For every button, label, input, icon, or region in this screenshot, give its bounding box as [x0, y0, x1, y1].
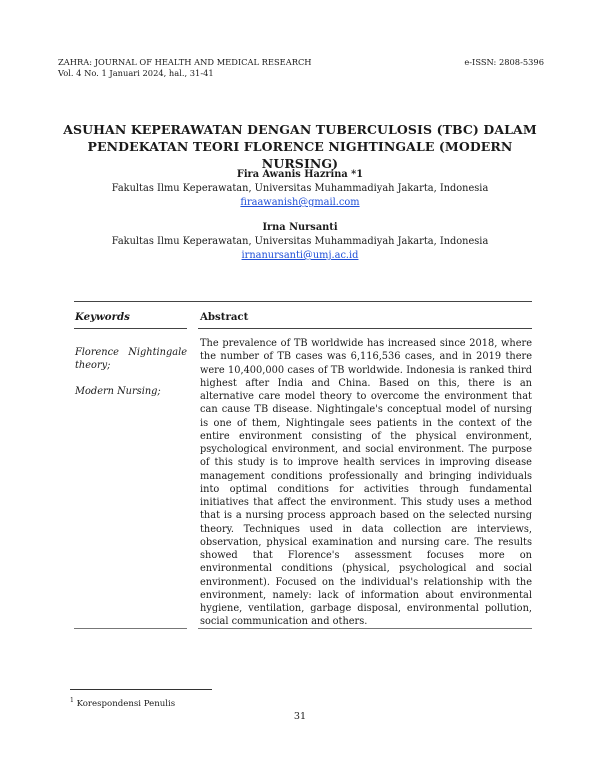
running-header	[58, 57, 312, 79]
abstract-bottom-rule	[198, 628, 532, 629]
author-name: Irna Nursanti	[262, 222, 338, 233]
footnote-text: Korespondensi Penulis	[76, 698, 176, 709]
author-affiliation: Fakultas Ilmu Keperawatan, Universitas Muhammadiyah Jakarta, Indonesia	[111, 236, 489, 247]
title-line-1: ASUHAN KEPERAWATAN DENGAN TUBERCULOSIS (TBC) DALAM	[63, 122, 537, 137]
footnote-separator	[70, 689, 212, 690]
keywords-rule	[74, 328, 187, 329]
issn: e-ISSN: 2808-5396	[464, 57, 544, 67]
abstract-text: The prevalence of TB worldwide has increased since 2018, where the number of TB cases was 6,116,536 cases, and in 2019 there were 10,400,000 cases of TB worldwide. Indonesia is ranked third highest after India and China. Based on this, there is an alternative care model theory to overcome the environment that can cause TB disease. Nightingale's conceptual model of nursing is one of them, Nightingale sees patients in the context of the entire environment consisting of the physical environment, psychological environment, and social environment. The purpose of this study is to improve health services in improving disease management conditions professionally and bringing individuals into optimal conditions for activities through fundamental initiatives that affect the environment. This study uses a method that is a nursing process approach based on the selected nursing theory. Techniques used in data collection are interviews, observation, physical examination and nursing care. The results showed that Florence's assessment focuses more on environmental conditions (physical, psychological and social environment). Focused on the individual's relationship with the environment, namely: lack of information about environmental hygiene, ventilation, garbage disposal, environmental pollution, social communication and others.	[200, 338, 532, 628]
journal-name: ZAHRA: JOURNAL OF HEALTH AND MEDICAL RESEARCH	[58, 57, 312, 67]
keywords-heading: Keywords	[75, 311, 130, 323]
author-block-1	[60, 168, 540, 210]
abstract-heading: Abstract	[200, 311, 249, 323]
top-rule	[74, 301, 532, 302]
volume-info: Vol. 4 No. 1 Januari 2024, hal., 31-41	[58, 68, 214, 78]
keyword-item: Florence Nightingale theory;	[75, 347, 187, 371]
keywords-bottom-rule	[74, 628, 187, 629]
author-email-link[interactable]: firaawanish@gmail.com	[240, 197, 360, 208]
author-name: Fira Awanis Hazrina *1	[236, 169, 364, 180]
author-block-2	[60, 221, 540, 263]
author-affiliation: Fakultas Ilmu Keperawatan, Universitas Muhammadiyah Jakarta, Indonesia	[111, 183, 489, 194]
footnote	[70, 697, 175, 709]
footnote-marker: 1	[70, 697, 74, 704]
abstract-rule	[198, 328, 532, 329]
keyword-item: Modern Nursing;	[75, 386, 161, 397]
paper-title	[60, 121, 540, 172]
page-number: 31	[293, 711, 307, 722]
title-line-2: PENDEKATAN TEORI FLORENCE NIGHTINGALE (MODERN NURSING)	[87, 139, 513, 171]
author-email-link[interactable]: irnanursanti@umj.ac.id	[241, 250, 359, 261]
